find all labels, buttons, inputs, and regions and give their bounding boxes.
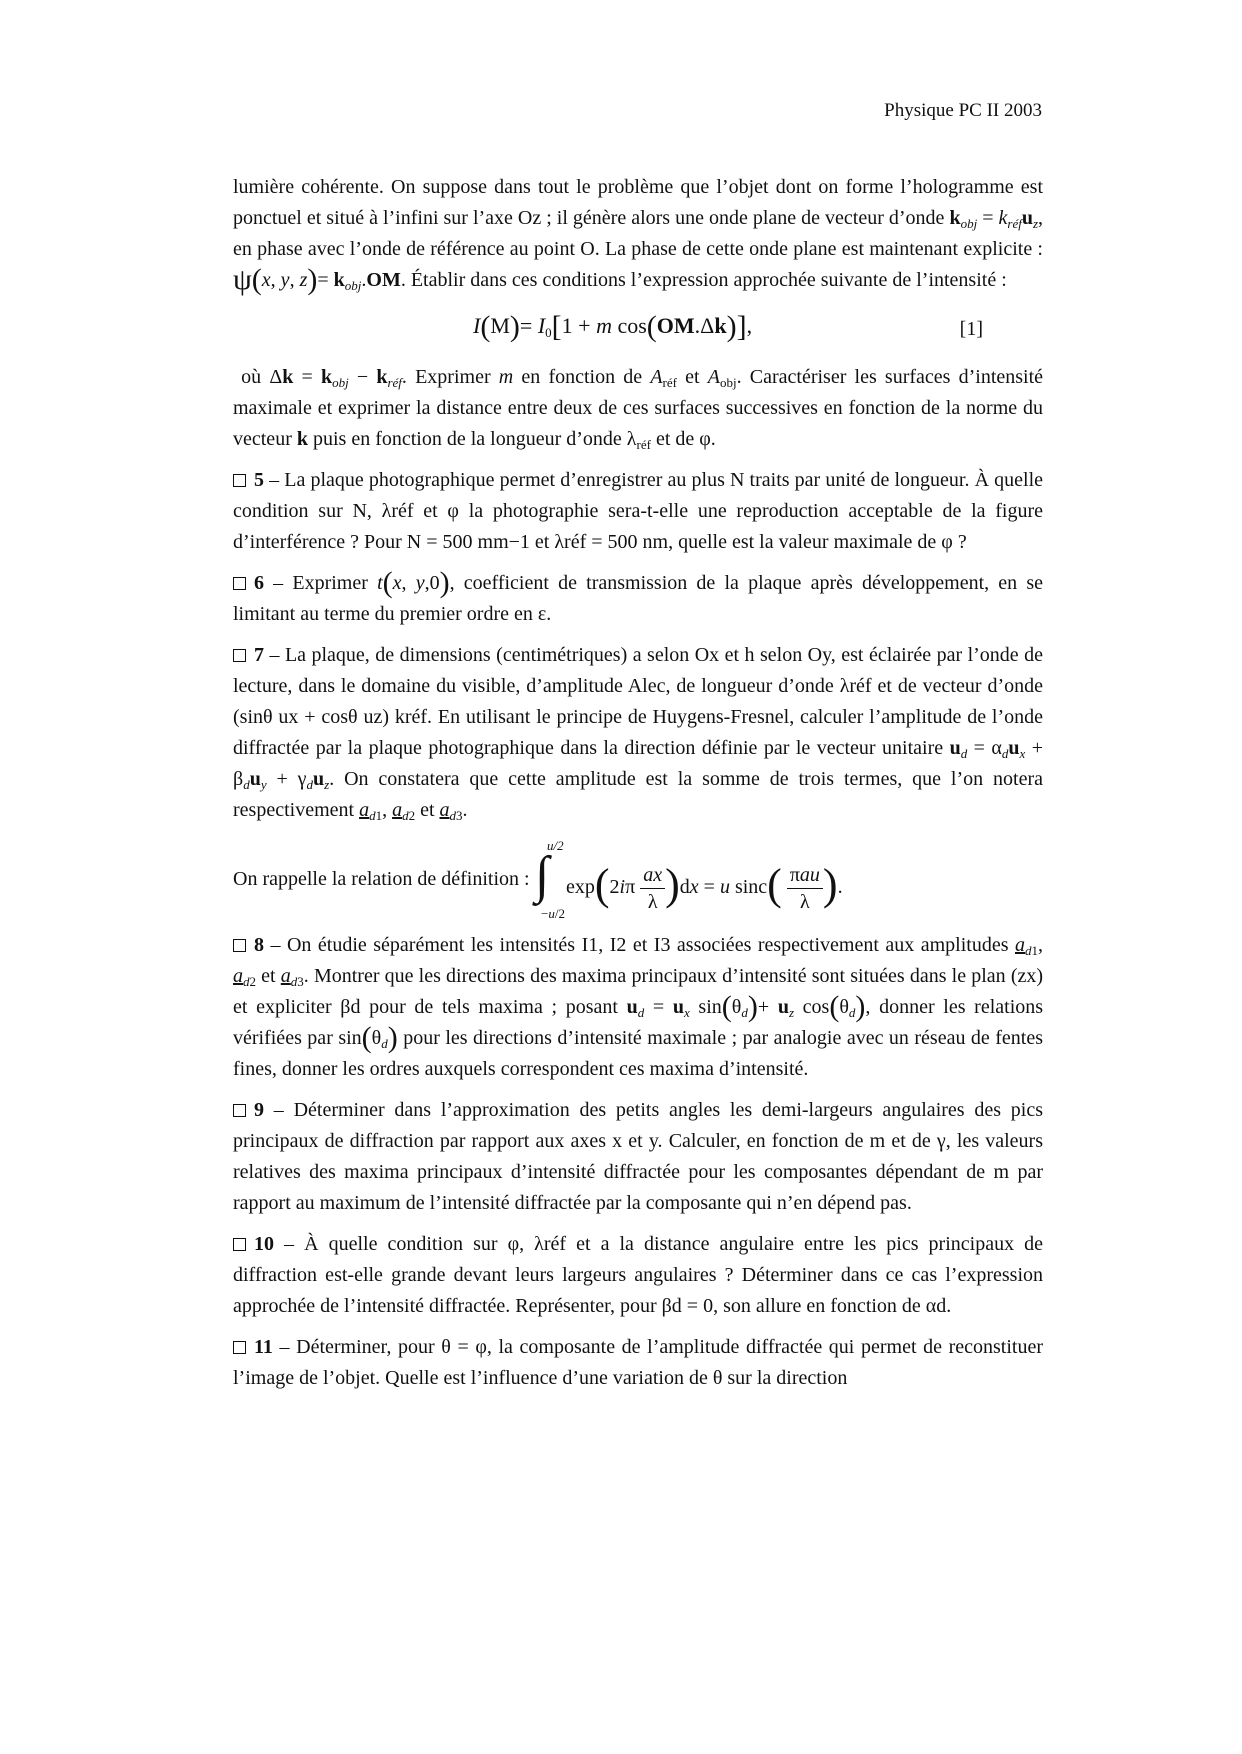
question-11: 11 – Déterminer, pour θ = φ, la composante de l’amplitude diffractée qui permet de reconstituer l’image de l’objet. Quelle est l’influence d’une variation de θ sur la direction <box>233 1336 1043 1389</box>
question-9: 9 – Déterminer dans l’approximation des petits angles les demi-largeurs angulaires des pics principaux de diffraction par rapport aux axes x et y. Calculer, en fonction de m et de γ, les valeurs relatives des maxima principaux d’intensité diffractée pour les composantes dépendant de m par rapport au maximum de l’intensité diffractée par la composante qui n’en dépend pas. <box>233 1099 1043 1214</box>
equation-tag: [1] <box>959 318 983 340</box>
question-6: 6 – Exprimer t(x, y,0), coefficient de transmission de la plaque après développement, en se limitant au terme du premier ordre en ε. <box>233 566 1044 625</box>
integral-formula: ∫ u/2 −u/2 exp(2iπ $\frac{ax}{\lambda}$ )dx = u sinc( $\frac{\text{πau}}{\lambda}$ ). <box>535 838 843 921</box>
question-5: 5 – La plaque photographique permet d’enregistrer au plus N traits par unité de longueur. À quelle condition sur N, λréf et φ la photographie sera-t-elle une reproduction acceptable de la figure d’interférence ? Pour N = 500 mm−1 et λréf = 500 nm, quelle est la valeur maximale de φ ? <box>233 469 1044 553</box>
page-body <box>233 172 1043 1404</box>
checkbox-icon <box>233 1341 246 1354</box>
intro-paragraph: lumière cohérente. On suppose dans tout le problème que l’objet dont on forme l’hologramme est ponctuel et situé à l’infini sur l’axe Oz ; il génère alors une onde plane de vecteur d’onde $k_{obj} = k_{réf}u_z$, en phase avec l’onde de référence au point O. La phase de cette onde plane est maintenant explicite : ψ(x, y, $z)= k_{obj}.OM$. Établir dans ces conditions l’expression approchée suivante de l’intensité : <box>233 176 1044 296</box>
checkbox-icon <box>233 1104 246 1117</box>
question-8: 8 – On étudie séparément les intensités I1, I2 et I3 associées respectivement aux amplitudes $a_{d1}$, $a_{d2}$ et $a_{d3}$. Montrer que les directions des maxima principaux d’intensité sont situées dans le plan (zx) et expliciter βd pour de tels maxima ; posant $u_d = u_x$ $\sin(\theta_d)+ u_z$ $\cos(\theta_d)$, donner les relations vérifiées par $\sin(\theta_d)$ pour les directions d’intensité maximale ; par analogie avec un réseau de fentes fines, donner les ordres auxquels correspondent ces maxima d’intensité. <box>233 934 1044 1080</box>
checkbox-icon <box>233 474 246 487</box>
checkbox-icon <box>233 577 246 590</box>
checkbox-icon <box>233 939 246 952</box>
running-header: Physique PC II 2003 <box>884 100 1042 121</box>
question-7: 7 – La plaque, de dimensions (centimétriques) a selon Ox et h selon Oy, est éclairée par l’onde de lecture, dans le domaine du visible, d’amplitude Alec, de longueur d’onde λréf et de vecteur d’onde (sinθ ux + cosθ uz) kréf. En utilisant le principe de Huygens-Fresnel, calculer l’amplitude de l’onde diffractée par la plaque photographique dans la direction définie par le vecteur unitaire $u_d = \alpha_du_x + \beta_du_y + \gamma_du_z$. On constatera que cette amplitude est la somme de trois termes, que l’on notera respectivement $a_{d1}$, $a_{d2}$ et $a_{d3}$. <box>233 644 1044 823</box>
delta-k-paragraph: où $\Delta k = k_{obj} - k_{réf}$. Exprimer m en fonction de $A_{réf}$ et $A_{obj}$. Caractériser les surfaces d’intensité maximale et exprimer la distance entre deux de ces surfaces successives en fonction de la norme du vecteur k puis en fonction de la longueur d’onde $\lambda_{réf}$ et de φ. <box>233 366 1044 452</box>
checkbox-icon <box>233 649 246 662</box>
question-10: 10 – À quelle condition sur φ, λréf et a la distance angulaire entre les pics principaux de diffraction est-elle grande devant leurs largeurs angulaires ? Déterminer dans ce cas l’expression approchée de l’intensité diffractée. Représenter, pour βd = 0, son allure en fonction de αd. <box>233 1233 1043 1317</box>
checkbox-icon <box>233 1238 246 1251</box>
intensity-formula: $I(M)= I_0[1 + m$ cos(OM.Δk)], <box>473 310 753 343</box>
equation-1 <box>233 306 1043 352</box>
integral-definition: On rappelle la relation de définition : ∫ u/2 −u/2 exp(2iπ $\frac{ax}{\lambda}$ )dx = u sinc( $\frac{\text{πau}}{\lambda}$ ). <box>233 838 843 921</box>
